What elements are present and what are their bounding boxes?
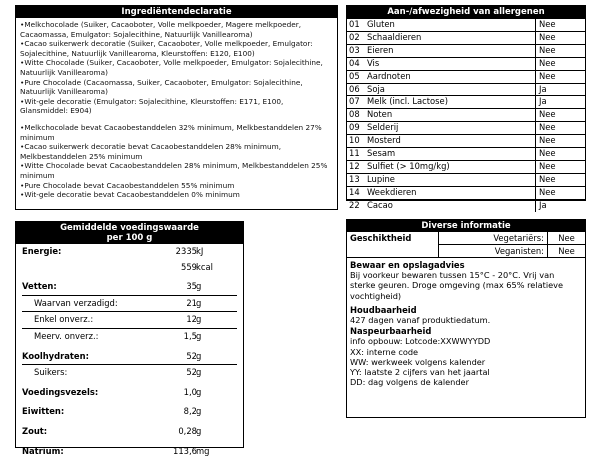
table-row: [347, 83, 585, 96]
nutrient-unit: kcal: [196, 261, 213, 272]
nutrition-row: [22, 444, 237, 459]
nutrition-row: [22, 328, 237, 345]
allergen-name: Gluten: [365, 19, 536, 32]
misc-info-panel: [346, 219, 586, 418]
allergen-code: 14: [347, 186, 365, 199]
nutrition-title-line1: Gemiddelde voedingswaarde: [60, 223, 199, 233]
nutrient-value: 2335: [175, 246, 197, 256]
nutrient-unit: g: [196, 350, 202, 361]
allergen-value: Nee: [536, 122, 586, 135]
nutrition-row: [22, 364, 237, 381]
nutrient-value: 35: [186, 281, 197, 292]
allergen-name: Aardnoten: [365, 70, 536, 83]
nutrient-label: Waarvan verzadigd:: [34, 297, 118, 308]
allergen-value: Nee: [536, 44, 586, 57]
table-row: [347, 148, 585, 161]
allergen-name: Vis: [365, 57, 536, 70]
allergen-value: Nee: [536, 186, 586, 199]
storage-text: Bij voorkeur bewaren tussen 15°C - 20°C. Vrij van sterke geuren. Droge omgeving (max 65% relatieve vochtigheid): [350, 270, 564, 301]
nutrition-row: [22, 295, 237, 312]
allergen-value: Ja: [536, 96, 586, 109]
allergen-value: Nee: [536, 135, 586, 148]
nutrient-label: Eiwitten:: [22, 406, 65, 417]
nutrient-unit: g: [196, 297, 202, 308]
composition-item: • Witte Chocolade bevat Cacaobestanddelen 28% minimum, Melkbestanddelen 25% minimum: [20, 161, 333, 180]
allergen-value: Nee: [536, 148, 586, 161]
allergen-code: 05: [347, 70, 365, 83]
table-row: [347, 199, 585, 211]
table-row: [347, 70, 585, 83]
allergens-title: Aan-/afwezigheid van allergenen: [347, 6, 585, 18]
vegans-label: Veganisten:: [494, 246, 544, 256]
nutrient-label: Voedingsvezels:: [22, 386, 99, 397]
table-row: [347, 135, 585, 148]
nutrition-row: [22, 404, 237, 420]
nutrient-label: Enkel onverz.:: [34, 314, 94, 325]
vegans-row: [439, 244, 585, 257]
allergen-value: Ja: [536, 199, 586, 211]
allergen-name: Schaaldieren: [365, 31, 536, 44]
nutrient-unit: g: [196, 386, 202, 397]
misc-title: Diverse informatie: [347, 220, 585, 232]
allergen-name: Sesam: [365, 148, 536, 161]
ingredient-item: • Witte Chocolade (Suiker, Cacaoboter, Volle melkpoeder, Emulgator: Sojalecithine, Natuurlijk Vanillearoma): [20, 58, 333, 77]
nutrient-label: Suikers:: [34, 367, 68, 378]
nutrient-value: 52: [186, 350, 197, 361]
nutrition-row: [22, 244, 237, 260]
vegetarians-value: Nee: [547, 232, 585, 244]
nutrition-panel: [15, 221, 244, 456]
ingredients-list: [20, 20, 333, 116]
nutrient-unit: g: [196, 330, 202, 341]
allergen-code: 07: [347, 96, 365, 109]
nutrient-value: 12: [186, 314, 197, 325]
vegetarians-label: Vegetariërs:: [493, 233, 544, 243]
allergen-code: 03: [347, 44, 365, 57]
ingredient-item: • Melkchocolade (Suiker, Cacaoboter, Volle melkpoeder, Magere melkpoeder, Cacaomassa, Emulgator: Sojalecithine, Natuurlijk Vanillearoma): [20, 20, 333, 39]
nutrition-title: [16, 222, 243, 244]
table-row: [347, 186, 585, 199]
vegans-value: Nee: [547, 245, 585, 257]
ingredient-item: • Wit-gele decoratie (Emulgator: Sojalecithine, Kleurstoffen: E171, E100, Glansmiddel: E904): [20, 97, 333, 116]
suitability-row: [347, 232, 585, 258]
trace-line: DD: dag volgens de kalender: [350, 377, 469, 388]
nutrition-row: [22, 349, 237, 365]
nutrient-value: 113,6: [173, 445, 197, 456]
nutrient-value: 1,0: [183, 386, 197, 397]
nutrition-row: [22, 424, 237, 440]
allergen-name: Mosterd: [365, 135, 536, 148]
nutrition-rows: [16, 244, 243, 459]
nutrient-unit: g: [196, 314, 202, 325]
ingredients-title: Ingrediëntendeclaratie: [16, 6, 337, 18]
nutrient-value: 0,28: [178, 425, 197, 436]
allergen-code: 08: [347, 109, 365, 122]
shelf-life-text: 427 dagen vanaf produktiedatum.: [350, 315, 491, 326]
storage-section: [347, 258, 585, 389]
nutrient-unit: g: [196, 367, 202, 378]
allergen-code: 09: [347, 122, 365, 135]
trace-line: YY: laatste 2 cijfers van het jaartal: [350, 367, 490, 378]
nutrient-unit: g: [196, 425, 202, 436]
nutrient-unit: g: [196, 406, 202, 417]
allergen-value: Nee: [536, 109, 586, 122]
ingredient-item: • Cacao suikerwerk decoratie (Suiker, Cacaoboter, Volle melkpoeder, Emulgator: Sojalecithine, Natuurlijk Vanillearoma, Kleurstoffen: E120, E100): [20, 39, 333, 58]
nutrient-unit: kJ: [196, 246, 204, 256]
nutrition-title-line2: per 100 g: [106, 233, 153, 243]
composition-item: • Cacao suikerwerk decoratie bevat Cacaobestanddelen 28% minimum, Melkbestanddelen 25% minimum: [20, 142, 333, 161]
allergen-code: 10: [347, 135, 365, 148]
allergen-name: Cacao: [365, 199, 536, 211]
table-row: [347, 160, 585, 173]
table-row: [347, 96, 585, 109]
suitability-label: Geschiktheid: [350, 233, 412, 243]
table-row: [347, 122, 585, 135]
allergen-code: 13: [347, 173, 365, 186]
storage-title: Bewaar en opslagadvies: [350, 260, 465, 270]
nutrient-unit: mg: [196, 445, 210, 456]
allergen-code: 01: [347, 19, 365, 32]
nutrient-value: 21: [186, 297, 197, 308]
table-row: [347, 19, 585, 32]
nutrient-value: 1,5: [183, 330, 197, 341]
allergen-name: Eieren: [365, 44, 536, 57]
composition-item: • Wit-gele decoratie bevat Cacaobestanddelen 0% minimum: [20, 190, 333, 200]
allergens-table: [347, 18, 585, 212]
allergen-value: Nee: [536, 19, 586, 32]
trace-line: info opbouw: Lotcode:XXWWYYDD: [350, 336, 491, 347]
composition-list: [20, 123, 333, 200]
ingredient-item: • Pure Chocolade (Cacaomassa, Suiker, Cacaoboter, Emulgator: Sojalecithine, Natuurlijk Vanillearoma): [20, 78, 333, 97]
composition-item: • Pure Chocolade bevat Cacaobestanddelen 55% minimum: [20, 181, 333, 191]
table-row: [347, 173, 585, 186]
trace-line: WW: werkweek volgens kalender: [350, 356, 486, 367]
ingredients-panel: [15, 5, 338, 210]
allergen-name: Selderij: [365, 122, 536, 135]
allergen-name: Noten: [365, 109, 536, 122]
nutrient-value: 52: [186, 367, 197, 378]
nutrient-label: Energie:: [22, 246, 62, 256]
allergens-panel: [346, 5, 586, 210]
ingredients-body: [16, 18, 337, 209]
allergen-code: 11: [347, 148, 365, 161]
allergen-code: 12: [347, 160, 365, 173]
table-row: [347, 44, 585, 57]
nutrition-row: [22, 260, 237, 276]
composition-item: • Melkchocolade bevat Cacaobestanddelen 32% minimum, Melkbestanddelen 27% minimum: [20, 123, 333, 142]
allergen-value: Nee: [536, 160, 586, 173]
allergen-name: Soja: [365, 83, 536, 96]
allergen-name: Sulfiet (> 10mg/kg): [365, 160, 536, 173]
nutrition-row: [22, 279, 237, 295]
nutrient-value: 8,2: [183, 406, 197, 417]
allergen-value: Nee: [536, 57, 586, 70]
allergen-code: 02: [347, 31, 365, 44]
allergen-name: Melk (incl. Lactose): [365, 96, 536, 109]
allergen-code: 06: [347, 83, 365, 96]
vegetarians-row: [439, 232, 585, 244]
nutrient-label: Zout:: [22, 425, 48, 436]
nutrition-row: [22, 311, 237, 328]
allergen-name: Lupine: [365, 173, 536, 186]
allergen-value: Nee: [536, 70, 586, 83]
allergen-value: Nee: [536, 173, 586, 186]
allergen-value: Nee: [536, 31, 586, 44]
nutrition-row: [22, 385, 237, 401]
nutrient-label: Meerv. onverz.:: [34, 330, 99, 341]
nutrient-label: Vetten:: [22, 281, 57, 292]
nutrient-label: Koolhydraten:: [22, 350, 89, 361]
table-row: [347, 31, 585, 44]
nutrient-label: Natrium:: [22, 445, 64, 456]
suitability-values: [438, 232, 585, 257]
allergen-value: Ja: [536, 83, 586, 96]
trace-line: XX: interne code: [350, 346, 419, 357]
allergen-name: Weekdieren: [365, 186, 536, 199]
nutrient-unit: g: [196, 281, 202, 292]
allergen-code: 04: [347, 57, 365, 70]
traceability-title: Naspeurbaarheid: [350, 326, 432, 337]
nutrient-value: 559: [181, 261, 197, 272]
table-row: [347, 57, 585, 70]
shelf-life-title: Houdbaarheid: [350, 304, 417, 315]
table-row: [347, 109, 585, 122]
allergen-code: 22: [347, 199, 365, 211]
